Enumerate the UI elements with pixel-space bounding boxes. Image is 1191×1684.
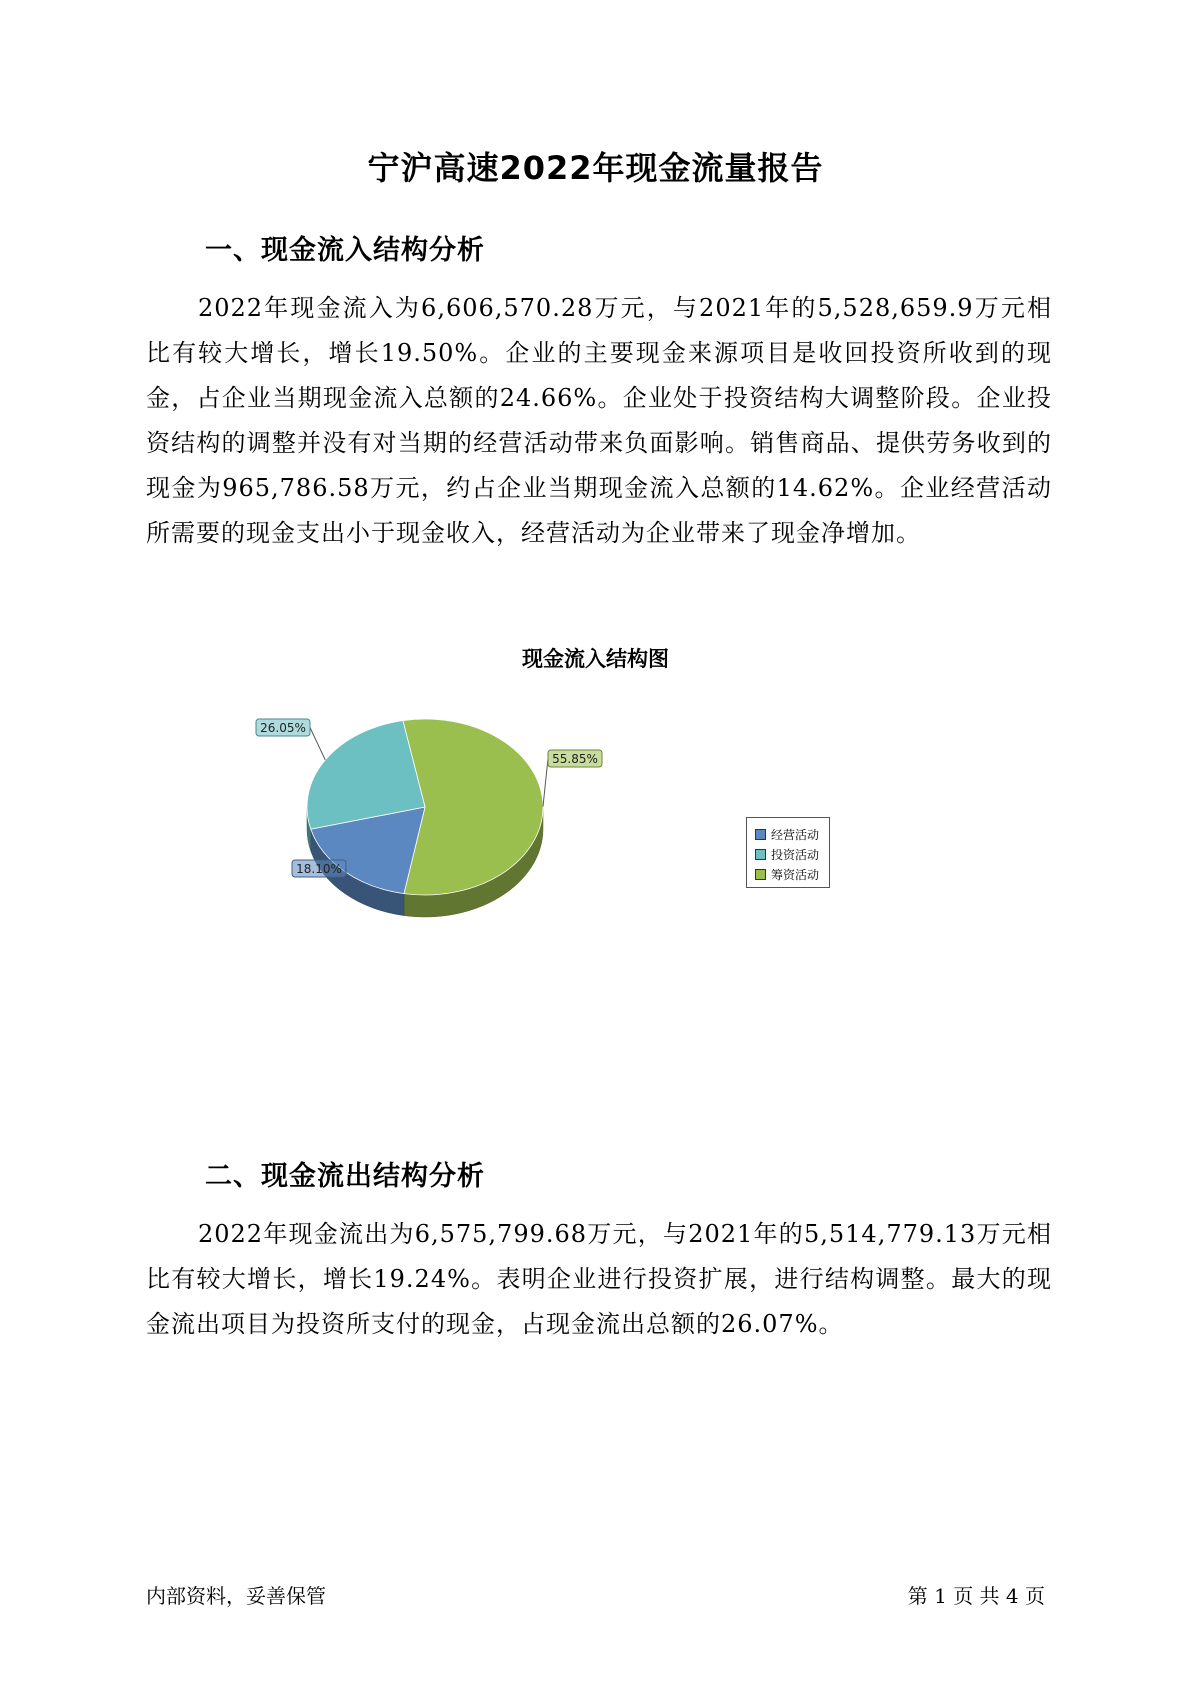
chart-legend (746, 817, 830, 888)
legend-swatch (755, 829, 766, 840)
section-heading-outflow: 二、现金流出结构分析 (205, 1161, 485, 1192)
legend-swatch (755, 849, 766, 860)
legend-label: 筹资活动 (771, 867, 820, 882)
legend-label: 投资活动 (771, 847, 820, 862)
paragraph-inflow: 2022年现金流入为6,606,570.28万元，与2021年的5,528,659.9万元相比有较大增长，增长19.50%。企业的主要现金来源项目是收回投资所收到的现金，占企业当期现金流入总额的24.66%。企业处于投资结构大调整阶段。企业投资结构的调整并没有对当期的经营活动带来负面影响。销售商品、提供劳务收到的现金为965,786.58万元，约占企业当期现金流入总额的14.62%。企业经营活动所需要的现金支出小于现金收入，经营活动为企业带来了现金净增加。 (146, 294, 1052, 547)
section-heading-inflow: 一、现金流入结构分析 (205, 235, 485, 266)
paragraph-outflow: 2022年现金流出为6,575,799.68万元，与2021年的5,514,779.13万元相比有较大增长，增长19.24%。表明企业进行投资扩展，进行结构调整。最大的现金流出项目为投资所支付的现金，占现金流出总额的26.07%。 (146, 1220, 1052, 1338)
data-label-leader (543, 759, 548, 807)
data-label: 55.85% (552, 752, 598, 766)
legend-item (755, 824, 829, 844)
data-label: 18.10% (296, 862, 342, 876)
footer-note: 内部资料，妥善保管 (146, 1584, 326, 1608)
legend-item (755, 864, 829, 884)
pie-chart (230, 700, 670, 950)
document-title: 宁沪高速2022年现金流量报告 (367, 149, 824, 187)
legend-item (755, 844, 829, 864)
data-label: 26.05% (260, 721, 306, 735)
legend-label: 经营活动 (771, 827, 820, 842)
chart-title: 现金流入结构图 (522, 647, 669, 671)
page-number: 第 1 页 共 4 页 (907, 1584, 1045, 1608)
legend-swatch (755, 869, 766, 880)
data-label-leader (310, 728, 325, 760)
